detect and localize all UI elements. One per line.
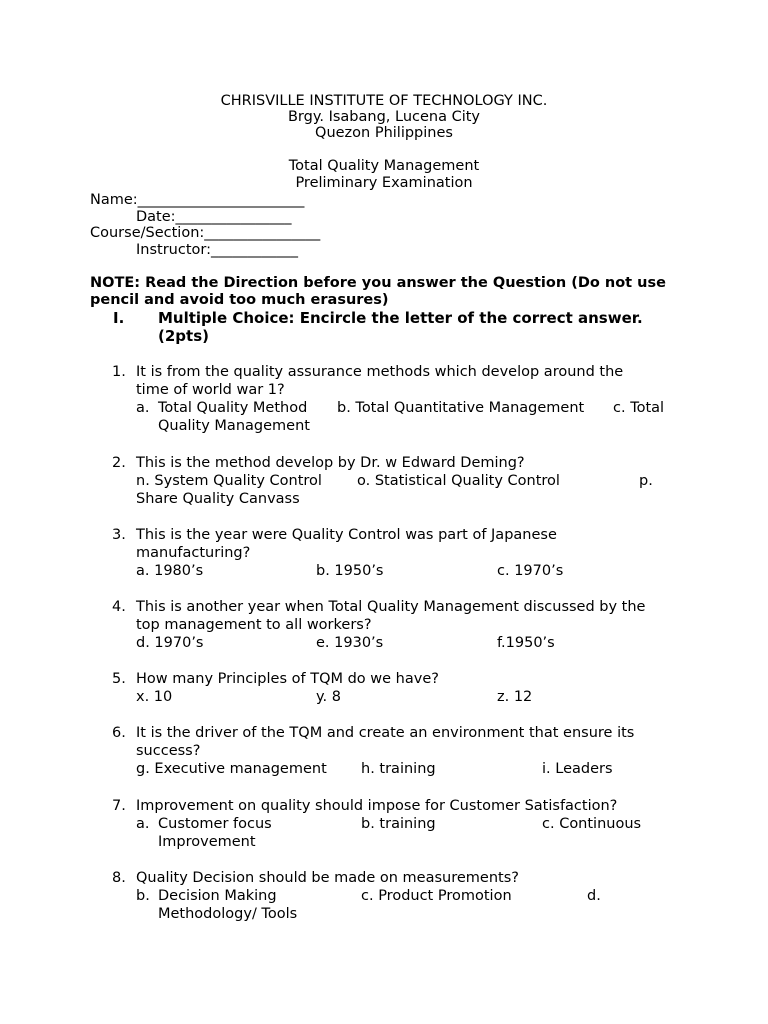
section-points: (2pts) [158, 327, 209, 345]
option-p: p. [639, 473, 653, 489]
note-line1: NOTE: Read the Direction before you answer the Question (Do not use [90, 275, 666, 291]
option-o: o. Statistical Quality Control [357, 473, 560, 489]
option-e: e. 1930’s [316, 635, 384, 651]
option-c: c. Continuous [542, 816, 642, 832]
option-f: f.1950’s [497, 635, 555, 651]
option-h: h. training [361, 761, 436, 777]
question-text: This is the year were Quality Control was part of Japanese [136, 527, 557, 543]
option-a: a. 1980’s [136, 563, 204, 579]
question-number: 8. [112, 870, 126, 886]
question-text: time of world war 1? [136, 382, 285, 398]
option-c-continued: Improvement [158, 834, 256, 850]
option-b: b. training [361, 816, 436, 832]
question-text: Improvement on quality should impose for Customer Satisfaction? [136, 798, 618, 814]
question-number: 6. [112, 725, 126, 741]
option-letter: b. [136, 888, 150, 904]
option-b: b. 1950’s [316, 563, 384, 579]
school-address-line1: Brgy. Isabang, Lucena City [287, 109, 481, 125]
question-number: 5. [112, 671, 126, 687]
option-z: z. 12 [497, 689, 533, 705]
option-d: d. [587, 888, 601, 904]
option-g: g. Executive management [136, 761, 327, 777]
option-x: x. 10 [136, 689, 173, 705]
question-text: This is another year when Total Quality Management discussed by the [136, 599, 646, 615]
question-number: 1. [112, 364, 126, 380]
option-b: b. Total Quantitative Management [337, 400, 585, 416]
option-n: n. System Quality Control [136, 473, 322, 489]
option-c: c. Product Promotion [361, 888, 512, 904]
question-number: 4. [112, 599, 126, 615]
school-address-line2: Quezon Philippines [315, 125, 453, 141]
subject-title: Total Quality Management [288, 158, 480, 174]
exam-title: Preliminary Examination [295, 175, 473, 191]
question-text: manufacturing? [136, 545, 251, 561]
question-number: 3. [112, 527, 126, 543]
school-name: CHRISVILLE INSTITUTE OF TECHNOLOGY INC. [220, 93, 548, 109]
question-text: How many Principles of TQM do we have? [136, 671, 439, 687]
question-number: 2. [112, 455, 126, 471]
name-field: Name:_______________________ [90, 192, 305, 208]
section-heading: Multiple Choice: Encircle the letter of the correct answer. [158, 309, 643, 327]
instructor-field: Instructor:____________ [136, 242, 298, 258]
option-i: i. Leaders [542, 761, 613, 777]
section-numeral: I. [113, 309, 125, 327]
option-letter: a. [136, 400, 150, 416]
option-d: d. 1970’s [136, 635, 204, 651]
question-text: This is the method develop by Dr. w Edward Deming? [136, 455, 525, 471]
question-number: 7. [112, 798, 126, 814]
question-text: top management to all workers? [136, 617, 372, 633]
date-field: Date:________________ [136, 209, 292, 225]
note-line2: pencil and avoid too much erasures) [90, 292, 389, 308]
course-section-field: Course/Section:________________ [90, 225, 321, 241]
option-c-continued: Quality Management [158, 418, 310, 434]
option-a: Customer focus [158, 816, 272, 832]
question-text: It is from the quality assurance methods which develop around the [136, 364, 624, 380]
option-letter: a. [136, 816, 150, 832]
option-p-continued: Share Quality Canvass [136, 491, 300, 507]
question-text: Quality Decision should be made on measurements? [136, 870, 519, 886]
option-y: y. 8 [316, 689, 341, 705]
question-text: success? [136, 743, 201, 759]
question-text: It is the driver of the TQM and create an environment that ensure its [136, 725, 635, 741]
option-d-continued: Methodology/ Tools [158, 906, 298, 922]
option-c: c. Total [613, 400, 665, 416]
option-c: c. 1970’s [497, 563, 564, 579]
option-a: Total Quality Method [158, 400, 308, 416]
option-b: Decision Making [158, 888, 277, 904]
